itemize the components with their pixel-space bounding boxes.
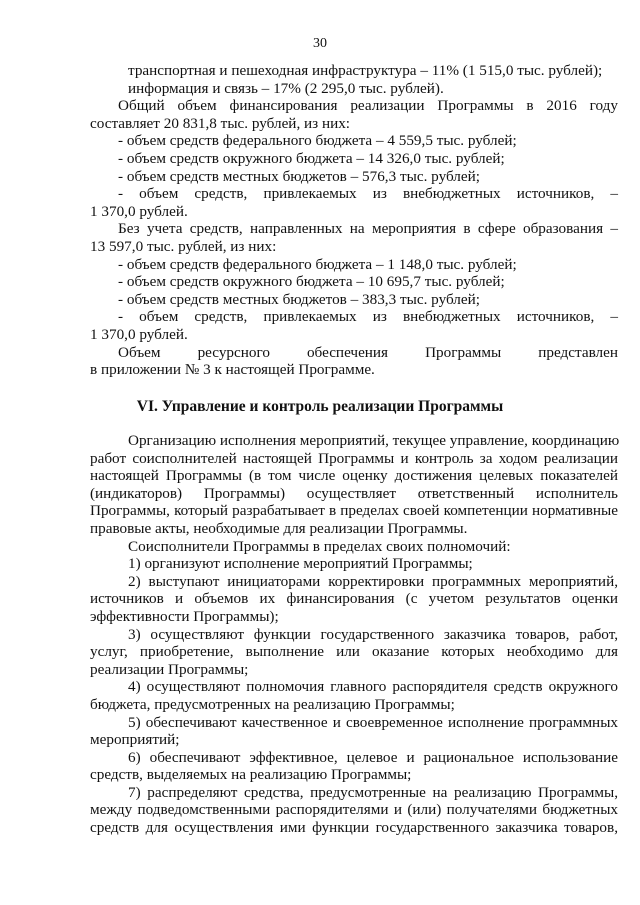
- text-line: услуг, приобретение, выполнение или оказание которых необходимо для: [90, 643, 618, 661]
- list-item: - объем средств федерального бюджета – 4 559,5 тыс. рублей;: [118, 132, 517, 150]
- list-item: - объем средств окружного бюджета – 14 326,0 тыс. рублей;: [118, 149, 505, 167]
- list-item: - объем средств, привлекаемых из внебюджетных источников, –: [118, 308, 618, 326]
- text-line: эффективности Программы);: [90, 607, 279, 625]
- text-line: правовые акты, необходимые для реализации Программы.: [90, 519, 468, 537]
- list-item: - объем средств федерального бюджета – 1 148,0 тыс. рублей;: [118, 255, 517, 273]
- text-line: транспортная и пешеходная инфраструктура – 11% (1 515,0 тыс. рублей);: [128, 62, 603, 79]
- list-item: 6) обеспечивают эффективное, целевое и рациональное использование: [128, 748, 618, 766]
- list-item: 2) выступают инициаторами корректировки программных мероприятий,: [128, 572, 618, 590]
- text-line: Соисполнители Программы в пределах своих полномочий:: [128, 537, 511, 555]
- text-line: мероприятий;: [90, 731, 180, 749]
- text-line: 13 597,0 тыс. рублей, из них:: [90, 237, 277, 255]
- list-item: 3) осуществляют функции государственного заказчика товаров, работ,: [128, 625, 618, 643]
- text-line: в приложении № 3 к настоящей Программе.: [90, 361, 375, 379]
- text-line: информация и связь – 17% (2 295,0 тыс. рублей).: [128, 79, 444, 97]
- list-item: - объем средств местных бюджетов – 576,3 тыс. рублей;: [118, 167, 480, 185]
- text-line: настоящей Программы (в том числе оценку достижения целевых показателей: [90, 467, 618, 485]
- list-item: - объем средств окружного бюджета – 10 695,7 тыс. рублей;: [118, 273, 505, 291]
- list-item: 4) осуществляют полномочия главного распорядителя средств окружного: [128, 678, 618, 696]
- list-item: 5) обеспечивают качественное и своевременное исполнение программных: [128, 713, 618, 731]
- text-line: средств, выделяемых на реализацию Программы;: [90, 766, 412, 784]
- text-line: Без учета средств, направленных на мероприятия в сфере образования –: [118, 220, 618, 238]
- text-line: между подведомственными распорядителями и (или) получателями бюджетных: [90, 801, 618, 819]
- management-section: [90, 432, 618, 837]
- page-number: 30: [313, 36, 327, 51]
- text-line: источников и объемов их финансирования (с учетом результатов оценки: [90, 590, 618, 608]
- text-line: реализации Программы;: [90, 660, 249, 678]
- text-line: бюджета, предусмотренных на реализацию Программы;: [90, 695, 455, 713]
- text-line: составляет 20 831,8 тыс. рублей, из них:: [90, 114, 351, 132]
- text-line: Организацию исполнения мероприятий, текущее управление, координацию: [128, 432, 620, 449]
- text-line: Программы, который разрабатывает в пределах своей компетенции нормативные: [90, 502, 618, 520]
- text-line: 1 370,0 рублей.: [90, 325, 188, 343]
- text-line: работ соисполнителей настоящей Программы и контроль за ходом реализации: [90, 449, 618, 467]
- text-line: (индикаторов) Программы) осуществляет ответственный исполнитель: [90, 484, 618, 502]
- section-title: VI. Управление и контроль реализации Программы: [136, 398, 504, 415]
- text-line: Общий объем финансирования реализации Программы в 2016 году: [118, 97, 618, 115]
- list-item: - объем средств, привлекаемых из внебюджетных источников, –: [118, 185, 618, 203]
- list-item: 1) организуют исполнение мероприятий Программы;: [128, 555, 473, 573]
- list-item: - объем средств местных бюджетов – 383,3 тыс. рублей;: [118, 290, 480, 308]
- text-line: средств для осуществления ими функции государственного заказчика товаров,: [90, 819, 618, 837]
- text-line: 1 370,0 рублей.: [90, 202, 188, 220]
- list-item: 7) распределяют средства, предусмотренные на реализацию Программы,: [128, 783, 618, 801]
- financing-section: [90, 62, 618, 379]
- text-line: Объем ресурсного обеспечения Программы представлен: [118, 343, 618, 361]
